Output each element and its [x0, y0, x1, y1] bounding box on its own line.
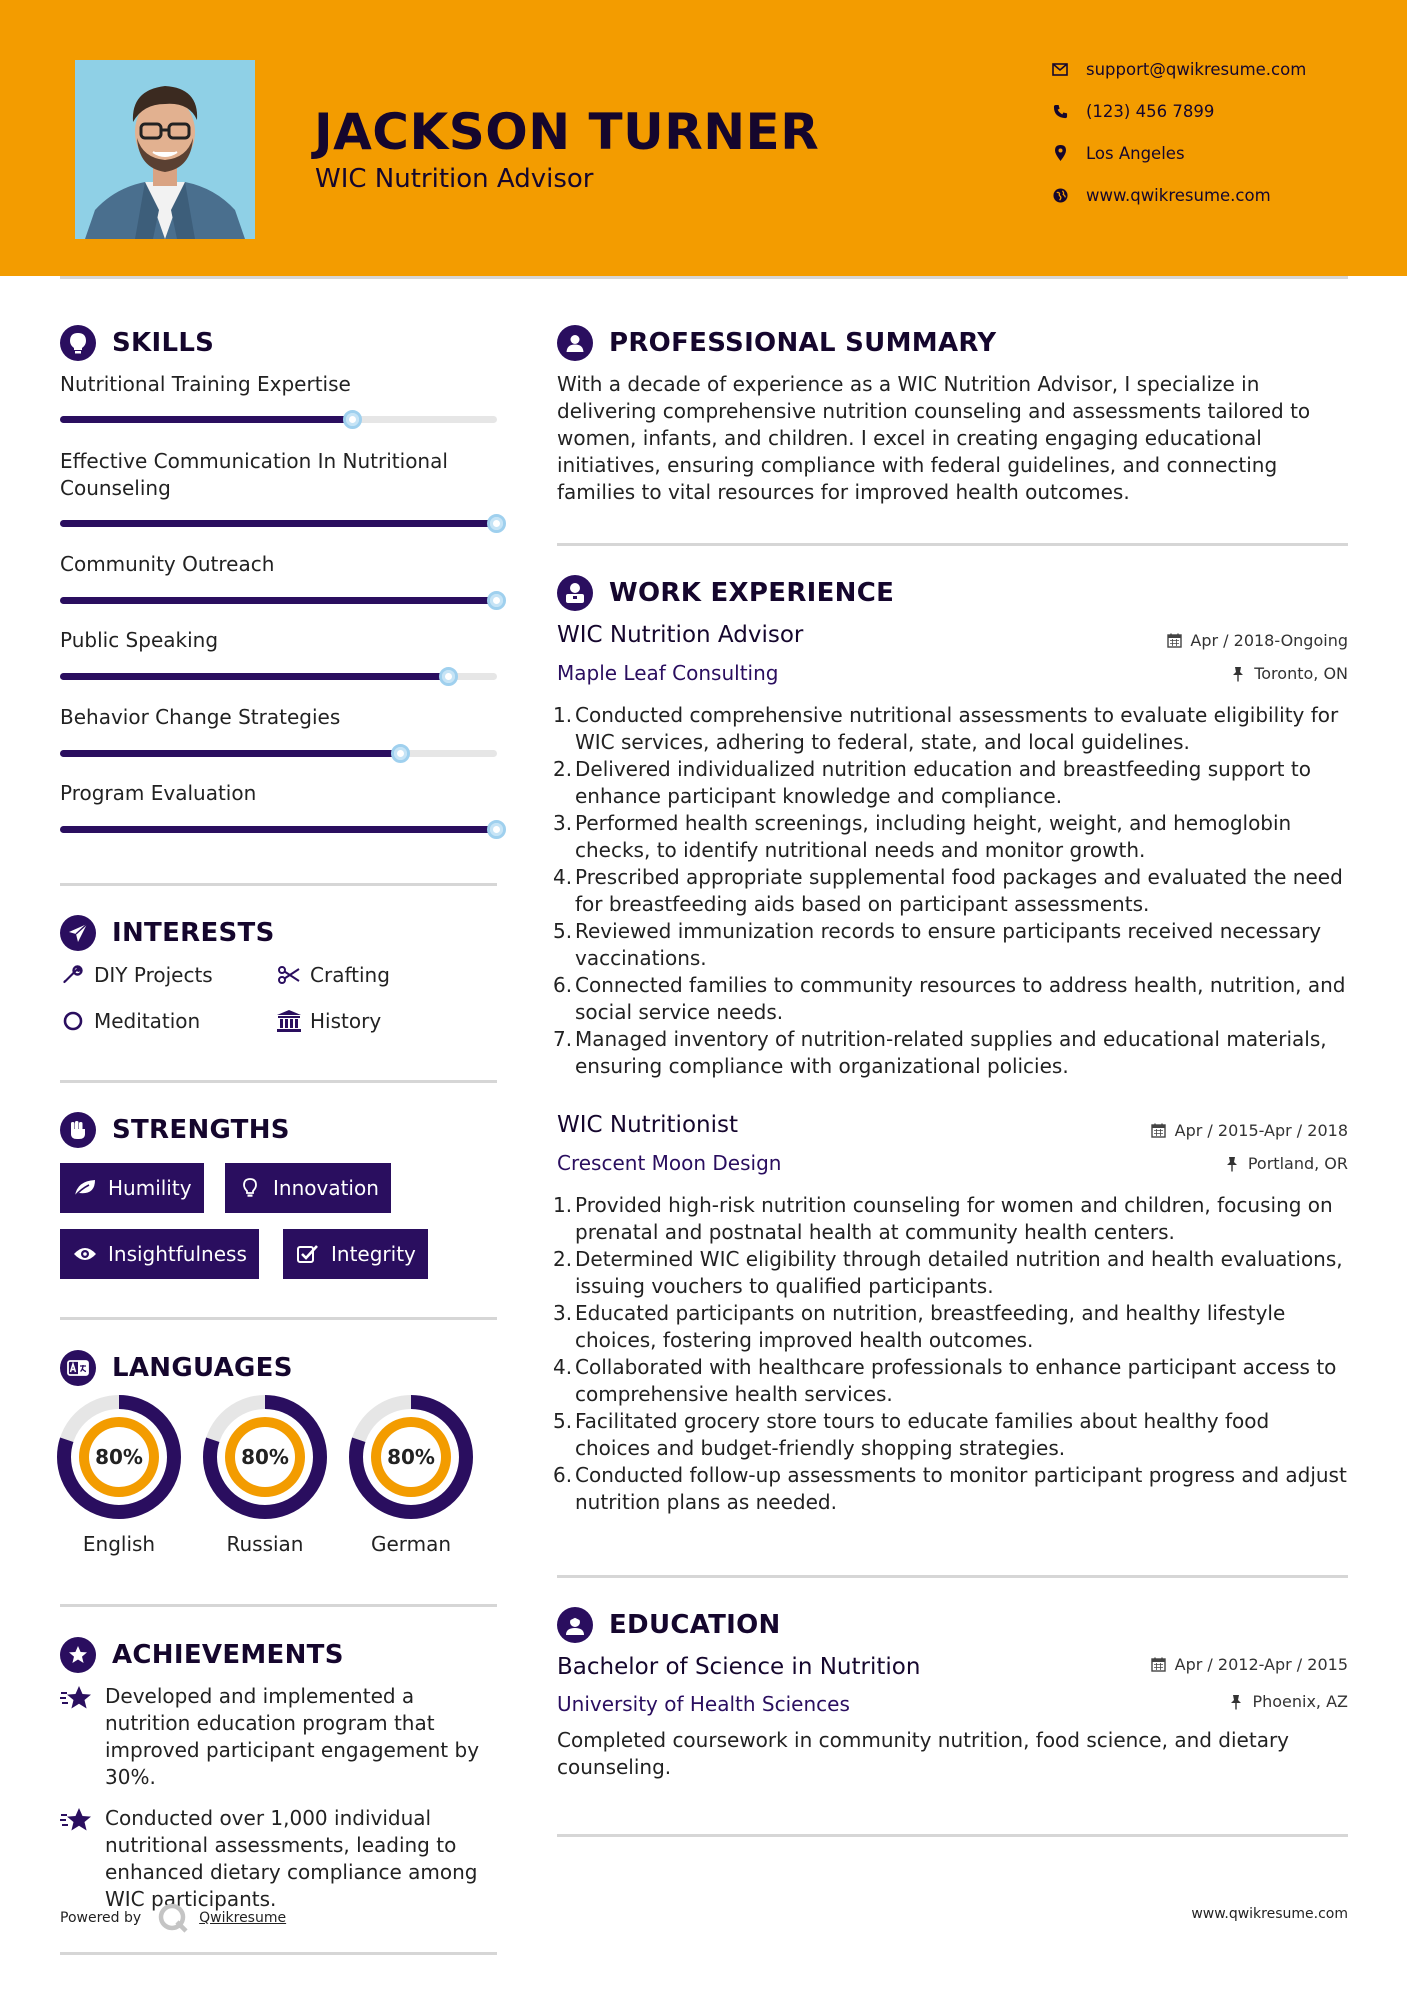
fist-icon: [60, 1112, 96, 1148]
section-divider: [60, 1080, 497, 1083]
contact-website-text: www.qwikresume.com: [1086, 185, 1271, 205]
user-icon: [557, 325, 593, 361]
skill-bar: [60, 597, 497, 604]
achievement-text: Developed and implemented a nutrition education program that improved participant engagement by 30%.: [105, 1684, 480, 1789]
wrench-icon: [60, 962, 86, 988]
bullet-text: Managed inventory of nutrition-related supplies and educational materials, ensuring compliance with organizational policies.: [575, 1027, 1327, 1078]
job-dates: [1151, 1121, 1348, 1140]
list-item: 5. Facilitated grocery store tours to educate families about healthy food choices and budget-friendly shopping strategies.: [553, 1408, 1348, 1462]
leaf-icon: [72, 1175, 98, 1201]
resume-header: [0, 0, 1407, 276]
list-item: 2. Delivered individualized nutrition education and breastfeeding support to enhance participant knowledge and compliance.: [553, 756, 1348, 810]
envelope-icon: [1050, 59, 1070, 79]
interest-item: [276, 962, 390, 988]
skill-bar-fill: [60, 520, 497, 527]
contact-email-text: support@qwikresume.com: [1086, 59, 1307, 79]
job-title: WIC Nutritionist: [557, 1112, 738, 1138]
bullet-text: Delivered individualized nutrition education and breastfeeding support to enhance participant knowledge and compliance.: [575, 757, 1311, 808]
skill-bar: [60, 520, 497, 527]
bullet-text: Collaborated with healthcare professionals to enhance participant access to comprehensive health services.: [575, 1355, 1337, 1406]
education-dates: [1151, 1655, 1348, 1674]
qwikresume-brand-link[interactable]: Qwikresume: [199, 1910, 287, 1926]
scissors-icon: [276, 962, 302, 988]
bullet-text: Reviewed immunization records to ensure participants received necessary vaccinations.: [575, 919, 1322, 970]
bullet-text: Connected families to community resources to address health, nutrition, and social service needs.: [575, 973, 1346, 1024]
circle-icon: [60, 1008, 86, 1034]
strength-tag: [283, 1229, 428, 1279]
job-location-text: Toronto, ON: [1254, 664, 1348, 683]
interest-label: DIY Projects: [94, 963, 213, 987]
section-divider: [557, 1834, 1348, 1837]
summary-title: PROFESSIONAL SUMMARY: [609, 328, 997, 358]
star-icon: [60, 1805, 94, 1913]
interests-heading: [60, 915, 275, 951]
lightbulb-icon: [60, 325, 96, 361]
language-label: English: [82, 1532, 156, 1556]
candidate-name: JACKSON TURNER: [314, 103, 820, 161]
skill-label: Program Evaluation: [60, 781, 257, 805]
language-gauge: [57, 1395, 181, 1523]
achievement-item: [60, 1805, 500, 1913]
contact-location-text: Los Angeles: [1086, 143, 1185, 163]
list-item: 3. Performed health screenings, including height, weight, and hemoglobin checks, to identify nutritional needs and monitor growth.: [553, 810, 1348, 864]
language-label: Russian: [226, 1532, 304, 1556]
institution-icon: [276, 1008, 302, 1034]
pushpin-icon: [1224, 1156, 1240, 1172]
strength-tag: [225, 1163, 391, 1213]
section-divider: [60, 1952, 497, 1955]
strengths-heading: [60, 1112, 290, 1148]
list-item: 5. Reviewed immunization records to ensure participants received necessary vaccinations.: [553, 918, 1348, 972]
bullet-text: Conducted comprehensive nutritional assessments to evaluate eligibility for WIC services, adhering to federal, state, and local guidelines.: [575, 703, 1339, 754]
list-item: 7. Managed inventory of nutrition-related supplies and educational materials, ensuring compliance with organizational policies.: [553, 1026, 1348, 1080]
skill-label: Behavior Change Strategies: [60, 705, 341, 729]
language-percent: 80%: [95, 1445, 143, 1469]
bullet-text: Conducted follow-up assessments to monitor participant progress and adjust nutrition plans as needed.: [575, 1463, 1347, 1514]
contact-email[interactable]: [1050, 54, 1370, 84]
star-icon: [60, 1683, 94, 1791]
strength-label: Integrity: [331, 1242, 416, 1266]
globe-icon: [1050, 185, 1070, 205]
briefcase-user-icon: [557, 575, 593, 611]
language-label: German: [370, 1532, 452, 1556]
skills-title: SKILLS: [112, 328, 215, 358]
graduate-icon: [557, 1607, 593, 1643]
strength-label: Insightfulness: [108, 1242, 247, 1266]
skills-heading: [60, 325, 214, 361]
list-item: 3. Educated participants on nutrition, breastfeeding, and healthy lifestyle choices, fostering improved health outcomes.: [553, 1300, 1348, 1354]
interest-item: [60, 962, 213, 988]
skill-label: Public Speaking: [60, 628, 219, 652]
list-item: 4. Collaborated with healthcare professionals to enhance participant access to comprehensive health services.: [553, 1354, 1348, 1408]
section-divider: [60, 883, 497, 886]
bullet-text: Prescribed appropriate supplemental food packages and evaluated the need for breastfeeding aids based on participant assessments.: [575, 865, 1343, 916]
job-company: Crescent Moon Design: [557, 1151, 782, 1175]
language-percent: 80%: [241, 1445, 289, 1469]
job-title: WIC Nutrition Advisor: [557, 622, 804, 648]
list-item: 1. Provided high-risk nutrition counseling for women and children, focusing on prenatal and postnatal health at community health centers.: [553, 1192, 1348, 1246]
section-divider: [60, 1604, 497, 1607]
calendar-icon: [1151, 1123, 1167, 1139]
contact-phone[interactable]: [1050, 96, 1370, 126]
achievement-text: Conducted over 1,000 individual nutritional assessments, leading to enhanced dietary compliance among WIC participants.: [105, 1806, 478, 1911]
interest-label: Meditation: [94, 1009, 201, 1033]
job-bullets: [553, 1192, 1348, 1516]
experience-heading: [557, 575, 894, 611]
achievements-title: ACHIEVEMENTS: [112, 1640, 344, 1670]
languages-title: LANGUAGES: [112, 1353, 293, 1383]
skill-bar-knob: [487, 514, 506, 533]
check-square-icon: [295, 1241, 321, 1267]
list-item: 6. Conducted follow-up assessments to monitor participant progress and adjust nutrition plans as needed.: [553, 1463, 1347, 1514]
job-dates-text: Apr / 2018-Ongoing: [1190, 631, 1348, 650]
job-location: [1224, 1154, 1348, 1173]
skill-bar-knob: [439, 667, 458, 686]
strengths-title: STRENGTHS: [112, 1115, 290, 1145]
summary-heading: [557, 325, 996, 361]
pushpin-icon: [1230, 666, 1246, 682]
bullet-text: Facilitated grocery store tours to educate families about healthy food choices and budget-friendly shopping strategies.: [575, 1409, 1270, 1460]
section-divider: [60, 1317, 497, 1320]
calendar-icon: [1166, 633, 1182, 649]
education-location-text: Phoenix, AZ: [1252, 1692, 1348, 1711]
summary-text: With a decade of experience as a WIC Nutrition Advisor, I specialize in delivering comprehensive nutrition counseling and assessments tailored to women, infants, and children. I excel in creating engaging educational initiatives, ensuring compliance with federal guidelines, and connecting families to vital resources for improved health outcomes.: [557, 372, 1311, 504]
job-location: [1230, 664, 1348, 683]
profile-photo: [75, 60, 255, 239]
strength-label: Innovation: [273, 1176, 379, 1200]
skill-bar-fill: [60, 826, 497, 833]
list-item: 4. Prescribed appropriate supplemental food packages and evaluated the need for breastfeeding aids based on participant assessments.: [553, 864, 1348, 918]
skill-bar: [60, 750, 497, 757]
skill-bar: [60, 416, 497, 423]
bullet-text: Educated participants on nutrition, breastfeeding, and healthy lifestyle choices, fostering improved health outcomes.: [575, 1301, 1286, 1352]
education-title: EDUCATION: [609, 1610, 781, 1640]
contact-website[interactable]: [1050, 180, 1370, 210]
language-gauge: [349, 1395, 473, 1523]
section-divider: [557, 543, 1348, 546]
job-company: Maple Leaf Consulting: [557, 661, 779, 685]
job-dates-text: Apr / 2015-Apr / 2018: [1174, 1121, 1348, 1140]
skill-bar-fill: [60, 416, 353, 423]
eye-icon: [72, 1241, 98, 1267]
job-location-text: Portland, OR: [1247, 1154, 1348, 1173]
interest-item: [276, 1008, 381, 1034]
skill-bar-fill: [60, 597, 497, 604]
phone-icon: [1050, 101, 1070, 121]
skill-bar-knob: [391, 744, 410, 763]
achievement-item: [60, 1683, 500, 1791]
skill-bar-fill: [60, 673, 449, 680]
list-item: 6. Connected families to community resources to address health, nutrition, and social service needs.: [553, 972, 1348, 1026]
strength-tag: [60, 1229, 259, 1279]
achievements-heading: [60, 1637, 344, 1673]
paper-plane-icon: [60, 915, 96, 951]
lightbulb-icon: [237, 1175, 263, 1201]
skill-label: Community Outreach: [60, 552, 275, 576]
contact-phone-text: (123) 456 7899: [1086, 101, 1215, 121]
language-icon: [60, 1350, 96, 1386]
interest-item: [60, 1008, 200, 1034]
header-divider: [60, 276, 1348, 279]
qwikresume-logo-icon: [157, 1902, 189, 1934]
skill-label: Nutritional Training Expertise: [60, 372, 351, 396]
interests-title: INTERESTS: [112, 918, 275, 948]
education-description: Completed coursework in community nutrition, food science, and dietary counseling.: [557, 1728, 1290, 1779]
skill-bar: [60, 673, 497, 680]
strength-label: Humility: [108, 1176, 192, 1200]
language-percent: 80%: [387, 1445, 435, 1469]
powered-by: [60, 1902, 286, 1934]
job-bullets: [553, 702, 1348, 1080]
skill-bar: [60, 826, 497, 833]
skill-label: Effective Communication In Nutritional Counseling: [60, 449, 448, 500]
skill-bar-knob: [343, 410, 362, 429]
bullet-text: Provided high-risk nutrition counseling for women and children, focusing on prenatal and postnatal health at community health centers.: [575, 1193, 1333, 1244]
education-school: University of Health Sciences: [557, 1692, 850, 1716]
map-marker-icon: [1050, 143, 1070, 163]
education-location: [1228, 1692, 1348, 1711]
section-divider: [557, 1575, 1348, 1578]
education-degree: Bachelor of Science in Nutrition: [557, 1654, 921, 1680]
skill-bar-fill: [60, 750, 401, 757]
strength-tag: [60, 1163, 204, 1213]
footer-website[interactable]: www.qwikresume.com: [1191, 1906, 1348, 1922]
list-item: 2. Determined WIC eligibility through detailed nutrition and health evaluations, issuing vouchers to qualified participants.: [553, 1246, 1348, 1300]
powered-by-text: Powered by: [60, 1910, 142, 1926]
interest-label: History: [310, 1009, 382, 1033]
experience-title: WORK EXPERIENCE: [609, 578, 895, 608]
bullet-text: Performed health screenings, including height, weight, and hemoglobin checks, to identify nutritional needs and monitor growth.: [575, 811, 1292, 862]
skill-bar-knob: [487, 591, 506, 610]
pushpin-icon: [1228, 1694, 1244, 1710]
candidate-role: WIC Nutrition Advisor: [315, 164, 594, 194]
skill-bar-knob: [487, 820, 506, 839]
education-heading: [557, 1607, 781, 1643]
interest-label: Crafting: [310, 963, 390, 987]
list-item: 1. Conducted comprehensive nutritional assessments to evaluate eligibility for WIC services, adhering to federal, state, and local guidelines.: [553, 702, 1348, 756]
language-gauge: [203, 1395, 327, 1523]
calendar-icon: [1151, 1657, 1167, 1673]
contact-location: [1050, 138, 1370, 168]
languages-heading: [60, 1350, 293, 1386]
star-badge-icon: [60, 1637, 96, 1673]
education-dates-text: Apr / 2012-Apr / 2015: [1174, 1655, 1348, 1674]
job-dates: [1166, 631, 1348, 650]
bullet-text: Determined WIC eligibility through detailed nutrition and health evaluations, issuing vouchers to qualified participants.: [575, 1247, 1343, 1298]
